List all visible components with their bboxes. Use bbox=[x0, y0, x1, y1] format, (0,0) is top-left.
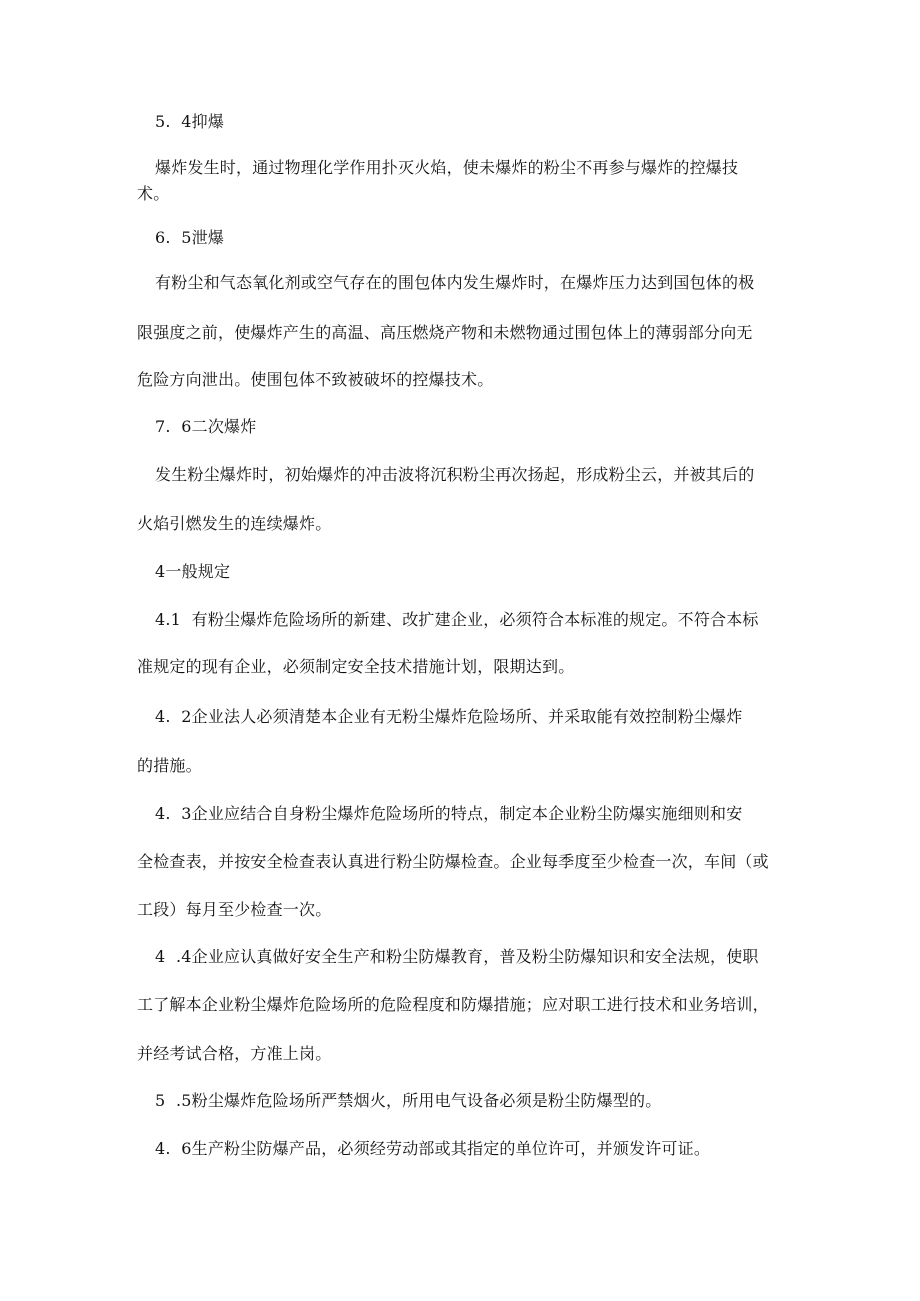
paragraph-line: 术。 bbox=[137, 184, 170, 203]
paragraph-line: 4. 3企业应结合自身粉尘爆炸危险场所的特点，制定本企业粉尘防爆实施细则和安 bbox=[155, 804, 743, 823]
paragraph-line: 准规定的现有企业，必须制定安全技术措施计划，限期达到。 bbox=[137, 657, 575, 676]
heading-5-4: 5. 4抑爆 bbox=[155, 112, 225, 131]
paragraph-line: 4. 6生产粉尘防爆产品，必须经劳动部或其指定的单位许可，并颁发许可证。 bbox=[155, 1139, 711, 1158]
paragraph-line: 发生粉尘爆炸时，初始爆炸的冲击波将沉积粉尘再次扬起，形成粉尘云，并被其后的 bbox=[155, 465, 755, 484]
paragraph-line: 爆炸发生时，通过物理化学作用扑灭火焰，使未爆炸的粉尘不再参与爆炸的控爆技 bbox=[155, 158, 739, 177]
paragraph-line: 工段）每月至少检查一次。 bbox=[137, 900, 332, 919]
paragraph-line: 并经考试合格，方准上岗。 bbox=[137, 1044, 332, 1063]
paragraph-line: 危险方向泄出。使围包体不致被破坏的控爆技术。 bbox=[137, 370, 494, 389]
paragraph-line: 火焰引燃发生的连续爆炸。 bbox=[137, 514, 332, 533]
heading-4: 4一般规定 bbox=[155, 562, 231, 581]
paragraph-line: 的措施。 bbox=[137, 756, 202, 775]
paragraph-line: 限强度之前，使爆炸产生的高温、高压燃烧产物和未燃物通过围包体上的薄弱部分向无 bbox=[137, 323, 753, 342]
paragraph-line: 4.1 有粉尘爆炸危险场所的新建、改扩建企业，必须符合本标准的规定。不符合本标 bbox=[155, 610, 759, 629]
paragraph-line: 有粉尘和气态氧化剂或空气存在的围包体内发生爆炸时，在爆炸压力达到国包体的极 bbox=[155, 273, 755, 292]
heading-7-6: 7. 6二次爆炸 bbox=[155, 417, 257, 436]
paragraph-line: 工了解本企业粉尘爆炸危险场所的危险程度和防爆措施；应对职工进行技术和业务培训， bbox=[137, 995, 769, 1014]
paragraph-line: 全检查表，并按安全检查表认真进行粉尘防爆检查。企业每季度至少检查一次，车间（或 bbox=[137, 852, 769, 871]
paragraph-line: 4 .4企业应认真做好安全生产和粉尘防爆教育，普及粉尘防爆知识和安全法规，使职 bbox=[155, 947, 759, 966]
heading-6-5: 6. 5泄爆 bbox=[155, 228, 225, 247]
paragraph-line: 4. 2企业法人必须清楚本企业有无粉尘爆炸危险场所、并采取能有效控制粉尘爆炸 bbox=[155, 707, 743, 726]
paragraph-line: 5 .5粉尘爆炸危险场所严禁烟火，所用电气设备必须是粉尘防爆型的。 bbox=[155, 1091, 662, 1110]
